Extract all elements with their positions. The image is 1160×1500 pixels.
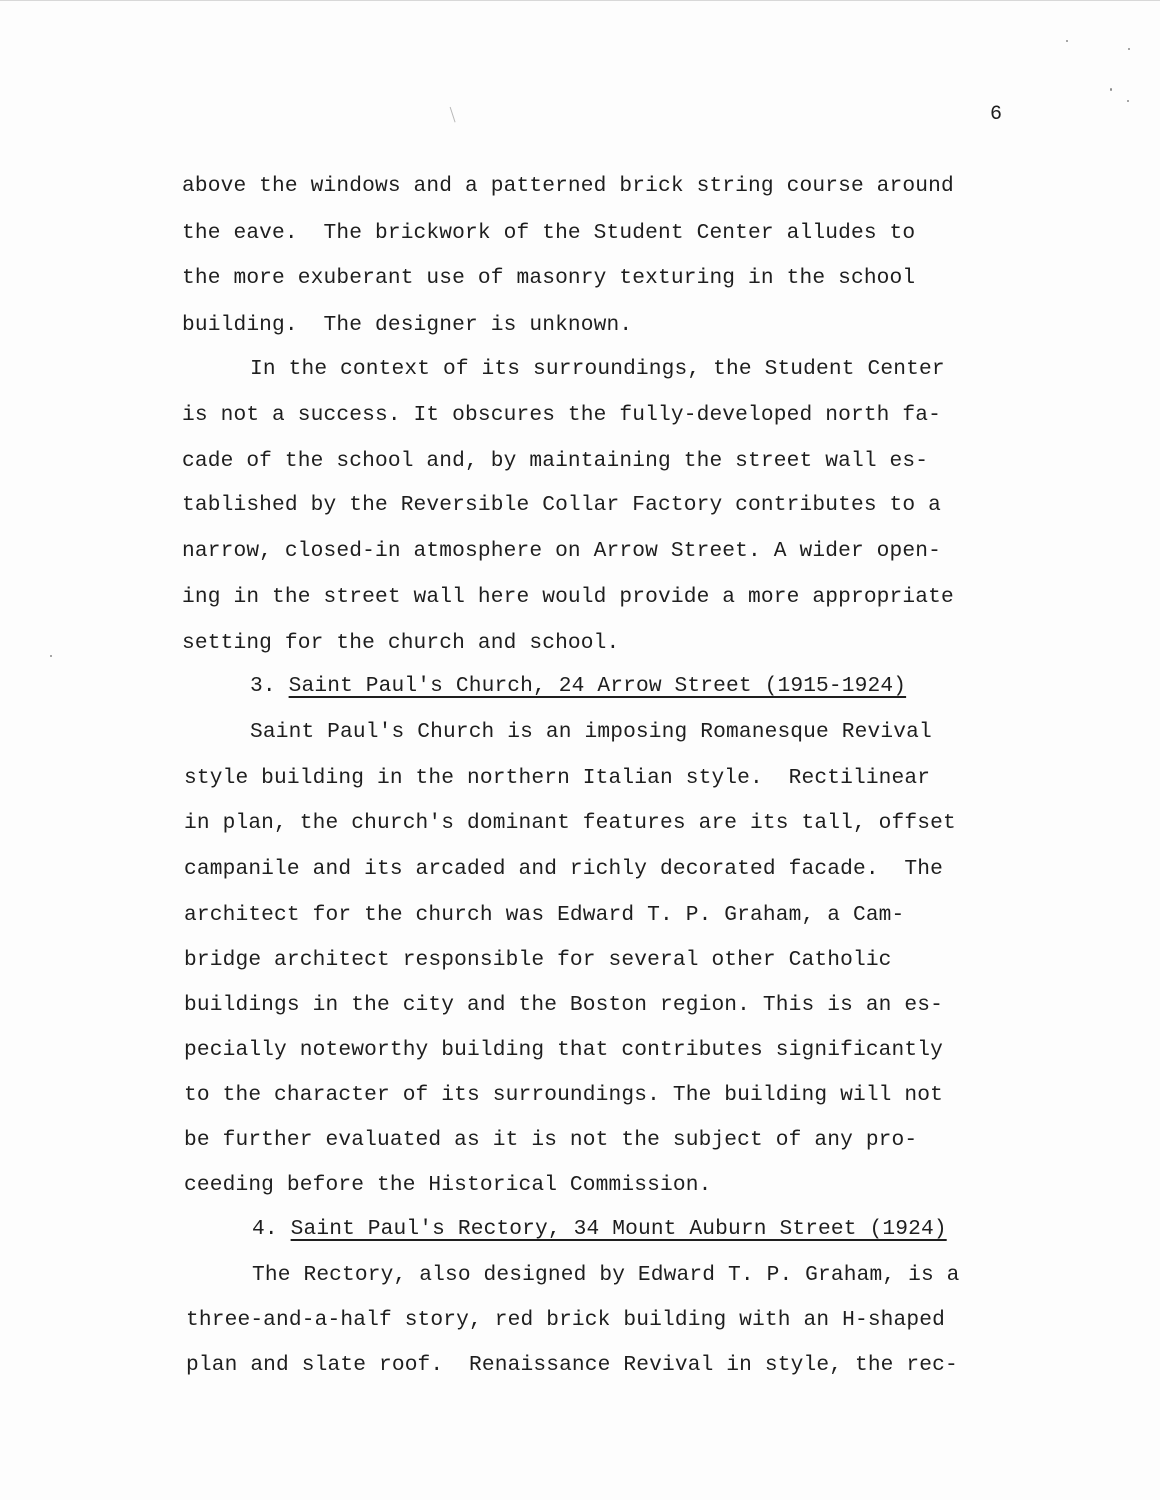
text-line: bridge architect responsible for several other Catholic — [184, 948, 892, 972]
section-heading-4 — [252, 1216, 947, 1242]
text-line: is not a success. It obscures the fully-developed north fa- — [182, 403, 942, 427]
text-line: ing in the street wall here would provide a more appropriate — [182, 585, 954, 609]
scan-speck — [1110, 88, 1112, 91]
heading-number: 3. — [250, 674, 276, 698]
text-line: pecially noteworthy building that contributes significantly — [184, 1038, 944, 1062]
heading-title: Saint Paul's Church, 24 Arrow Street (1915-1924) — [288, 674, 907, 698]
text-line: style building in the northern Italian style. Rectilinear — [184, 766, 931, 790]
text-line: buildings in the city and the Boston region. This is an es- — [184, 993, 944, 1017]
scan-mark — [450, 106, 460, 123]
text-line: architect for the church was Edward T. P. Graham, a Cam- — [184, 903, 905, 927]
heading-number: 4. — [252, 1217, 278, 1241]
text-line: plan and slate roof. Renaissance Revival in style, the rec- — [186, 1353, 958, 1377]
text-line: to the character of its surroundings. The building will not — [184, 1083, 944, 1107]
text-line: ceeding before the Historical Commission. — [184, 1173, 712, 1197]
text-line: tablished by the Reversible Collar Factory contributes to a — [182, 493, 942, 517]
text-line: building. The designer is unknown. — [182, 313, 633, 337]
heading-title: Saint Paul's Rectory, 34 Mount Auburn Street (1924) — [290, 1217, 947, 1241]
section-heading-3 — [250, 673, 906, 699]
scan-speck — [50, 655, 52, 657]
text-line: narrow, closed-in atmosphere on Arrow Street. A wider open- — [182, 539, 942, 563]
text-line: Saint Paul's Church is an imposing Romanesque Revival — [250, 720, 932, 744]
text-line: three-and-a-half story, red brick building with an H-shaped — [186, 1308, 946, 1332]
text-line: In the context of its surroundings, the Student Center — [250, 357, 945, 381]
scan-speck — [1066, 40, 1068, 42]
page-number: 6 — [990, 103, 1003, 126]
text-line: the more exuberant use of masonry texturing in the school — [182, 266, 916, 290]
text-line: campanile and its arcaded and richly decorated facade. The — [184, 857, 944, 881]
text-line: The Rectory, also designed by Edward T. P. Graham, is a — [252, 1263, 960, 1287]
text-line: in plan, the church's dominant features are its tall, offset — [184, 811, 956, 835]
scan-speck — [1127, 100, 1129, 102]
text-line: be further evaluated as it is not the subject of any pro- — [184, 1128, 918, 1152]
text-line: cade of the school and, by maintaining the street wall es- — [182, 449, 929, 473]
text-line: above the windows and a patterned brick string course around — [182, 174, 954, 198]
scan-speck — [1128, 48, 1130, 50]
text-line: setting for the church and school. — [182, 631, 620, 655]
text-line: the eave. The brickwork of the Student Center alludes to — [182, 221, 916, 245]
page-top-edge — [0, 0, 1160, 1]
